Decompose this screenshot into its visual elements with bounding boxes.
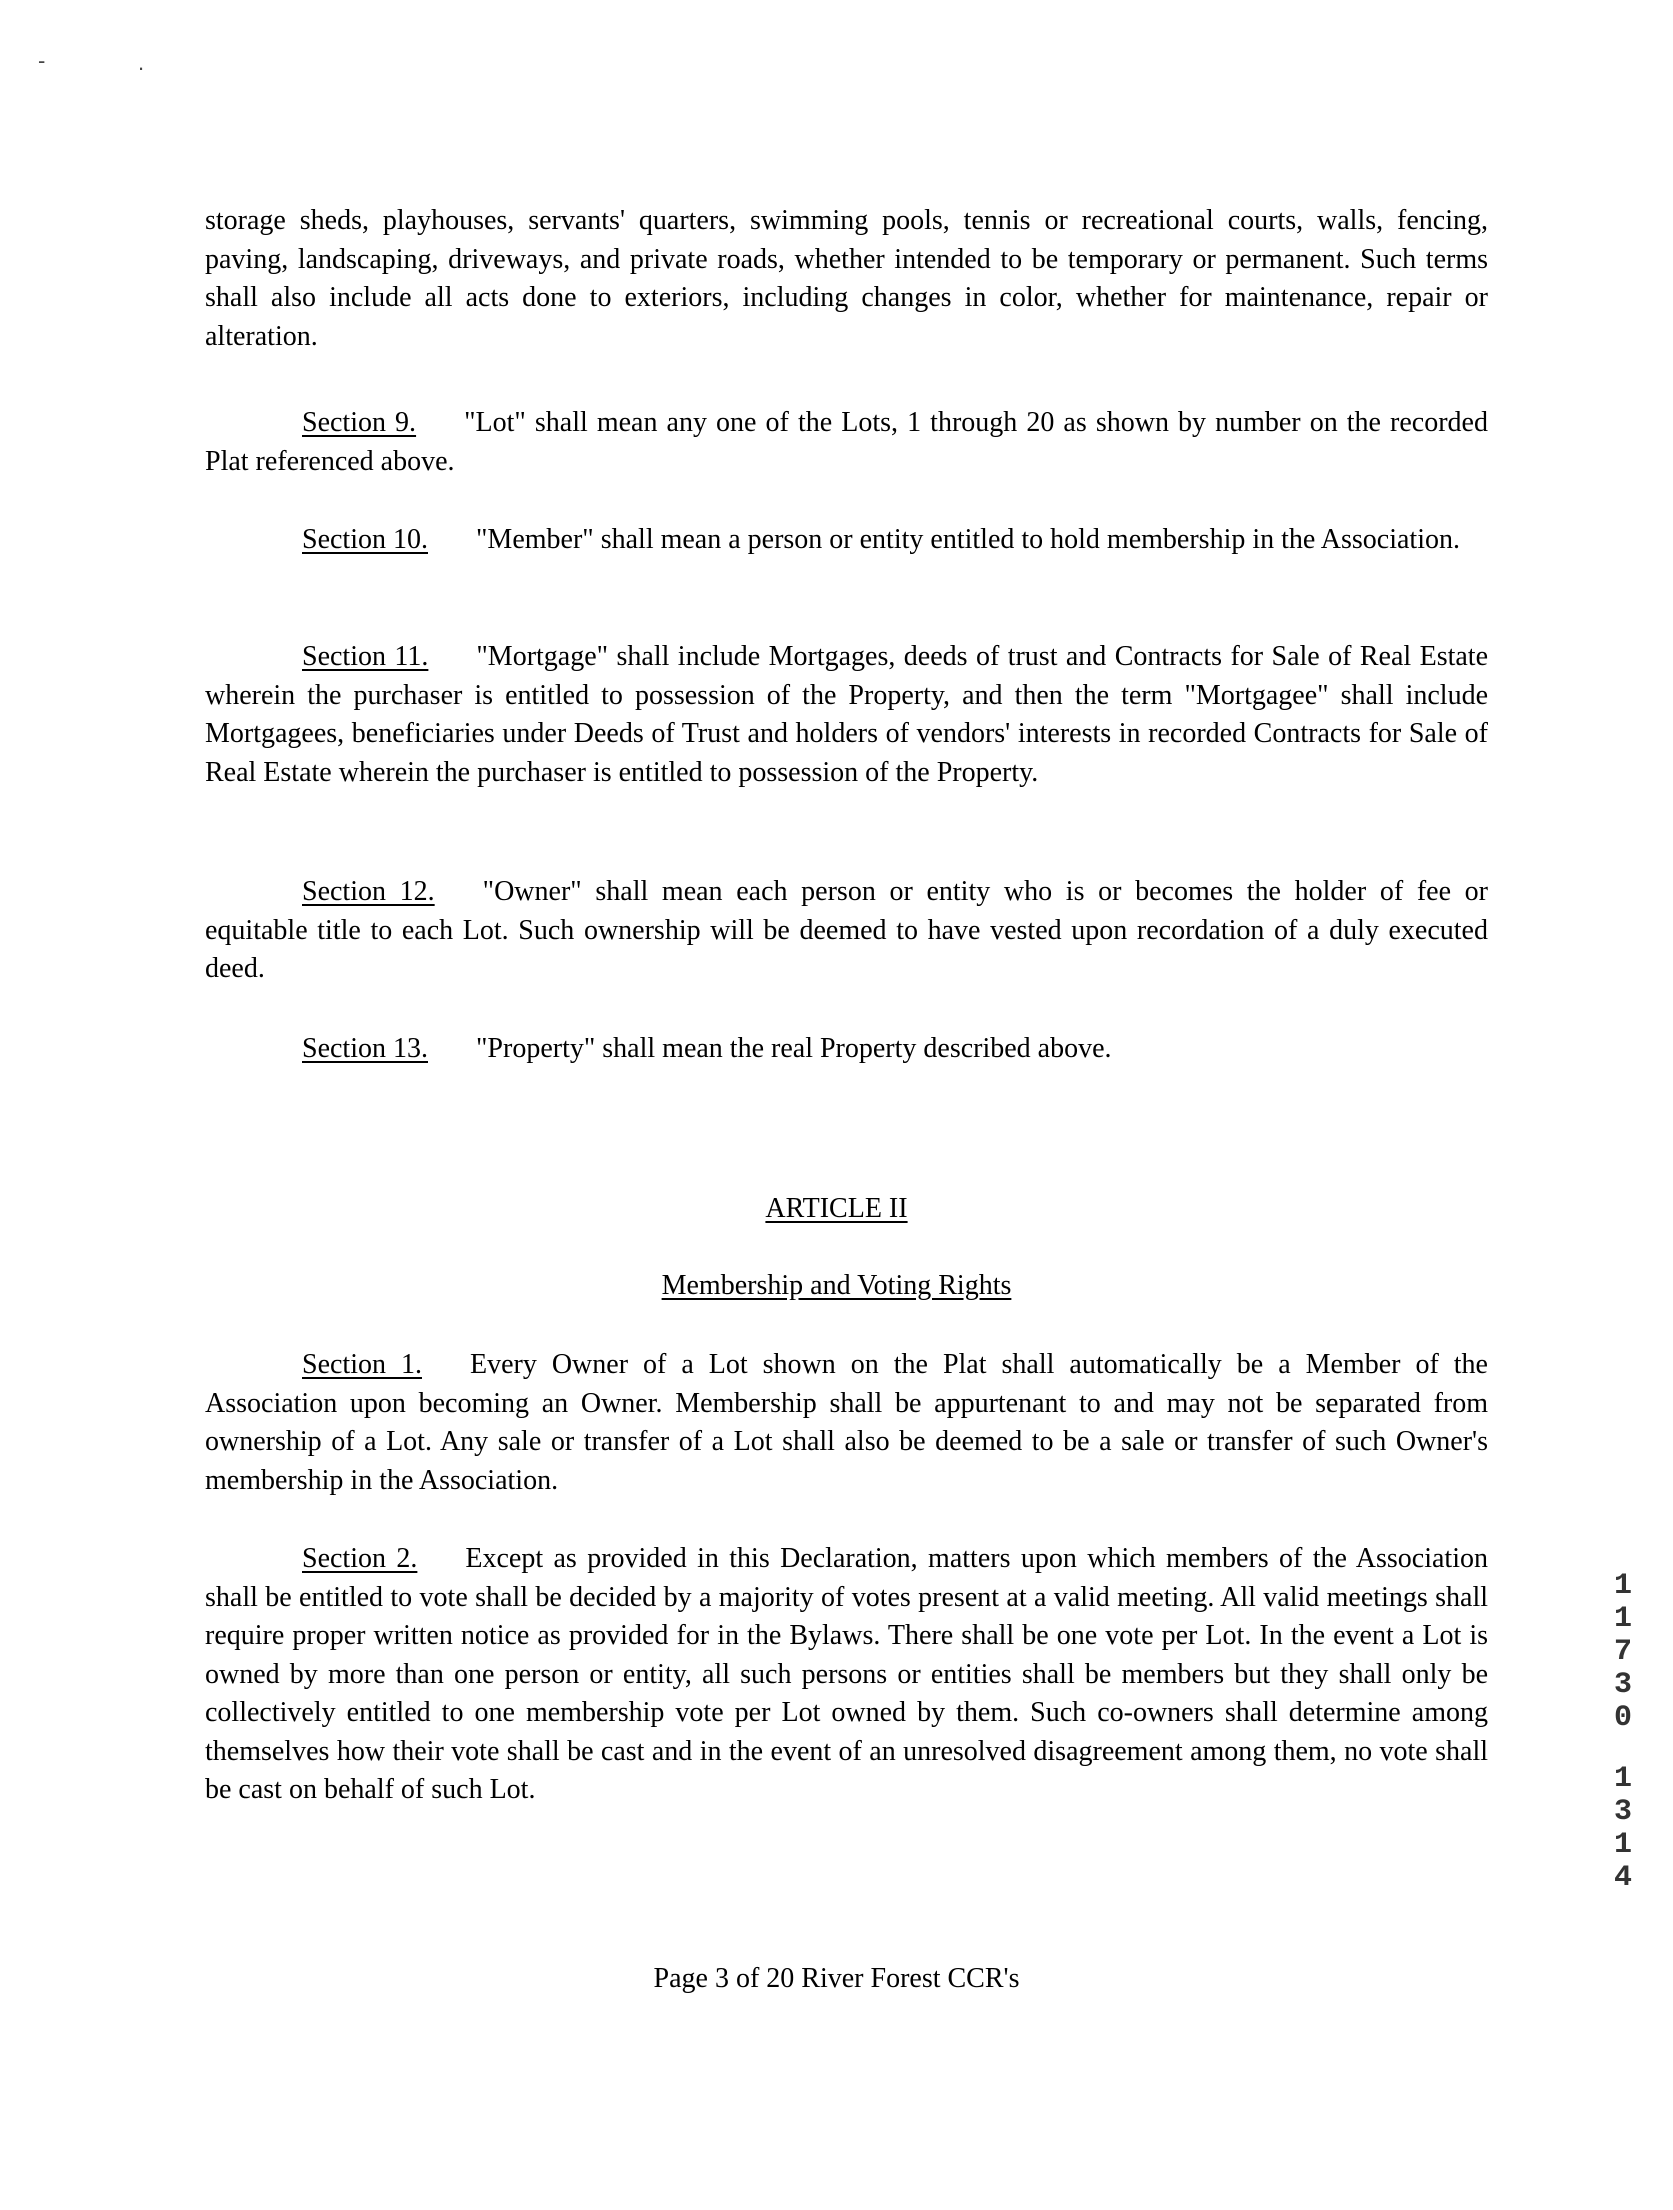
section-12-label: Section 12. <box>302 876 435 907</box>
stamp-digit: 3 <box>1613 1795 1632 1829</box>
section-12 <box>205 873 1488 989</box>
stamp-digit: 7 <box>1613 1635 1632 1669</box>
stamp-digit: 0 <box>1613 1701 1632 1735</box>
stamp-digit: 3 <box>1613 1668 1632 1702</box>
section-10 <box>205 521 1488 560</box>
section-11-label: Section 11. <box>302 641 429 672</box>
article-title: ARTICLE II <box>765 1193 908 1224</box>
section-10-label: Section 10. <box>302 524 428 555</box>
paragraph-continuation: storage sheds, playhouses, servants' quarters, swimming pools, tennis or recreational courts, walls, fencing, paving, landscaping, driveways, and private roads, whether intended to be temporary or permanent. Such terms shall also include all acts done to exteriors, including changes in color, whether for maintenance, repair or alteration. <box>205 205 1488 352</box>
article-section-2-label: Section 2. <box>302 1543 418 1574</box>
section-10-text: "Member" shall mean a person or entity entitled to hold membership in the Association. <box>476 524 1460 555</box>
section-9-text: "Lot" shall mean any one of the Lots, 1 through 20 as shown by number on the recorded Plat referenced above. <box>205 407 1488 477</box>
article-section-2 <box>205 1540 1488 1810</box>
scan-mark-dot: . <box>138 50 145 75</box>
stamp-digit: 1 <box>1613 1569 1632 1603</box>
article-section-1 <box>205 1346 1488 1500</box>
section-13-text: "Property" shall mean the real Property described above. <box>476 1033 1112 1064</box>
article-section-1-label: Section 1. <box>302 1349 422 1380</box>
article-section-1-text: Every Owner of a Lot shown on the Plat shall automatically be a Member of the Association upon becoming an Owner. Membership shall be appurtenant to and may not be separated from ownership of a Lot. Any sale or transfer of a Lot shall also be deemed to be a sale or transfer of such Owner's membership in the Association. <box>205 1349 1488 1496</box>
stamp-digit: 1 <box>1613 1602 1632 1636</box>
stamp-digit: 4 <box>1613 1861 1632 1895</box>
section-13 <box>205 1030 1488 1069</box>
page-footer: Page 3 of 20 River Forest CCR's <box>653 1963 1020 1994</box>
stamp-digit: 1 <box>1613 1762 1632 1796</box>
section-9-label: Section 9. <box>302 407 417 438</box>
section-11-text: "Mortgage" shall include Mortgages, deeds of trust and Contracts for Sale of Real Estate wherein the purchaser is entitled to possession of the Property, and then the term "Mortgagee" shall include Mortgagees, beneficiaries under Deeds of Trust and holders of vendors' interests in recorded Contracts for Sale of Real Estate wherein the purchaser is entitled to possession of the Property. <box>205 641 1489 788</box>
article-section-2-text: Except as provided in this Declaration, matters upon which members of the Association shall be entitled to vote shall be decided by a majority of votes present at a valid meeting. All valid meetings shall require proper written notice as provided for in the Bylaws. There shall be one vote per Lot. In the event a Lot is owned by more than one person or entity, all such persons or entities shall be members but they shall only be collectively entitled to one membership vote per Lot owned by them. Such co-owners shall determine among themselves how their vote shall be cast and in the event of an unresolved disagreement among them, no vote shall be cast on behalf of such Lot. <box>205 1543 1488 1805</box>
scan-mark-dash: - <box>38 48 46 73</box>
stamp-digit: 1 <box>1613 1828 1632 1862</box>
article-subtitle: Membership and Voting Rights <box>661 1270 1012 1301</box>
section-11 <box>205 638 1488 792</box>
section-13-label: Section 13. <box>302 1033 428 1064</box>
recording-stamp <box>1608 1570 1638 1895</box>
section-12-text: "Owner" shall mean each person or entity who is or becomes the holder of fee or equitable title to each Lot. Such ownership will be deemed to have vested upon recordation of a duly executed deed. <box>205 876 1488 984</box>
section-9 <box>205 404 1488 481</box>
